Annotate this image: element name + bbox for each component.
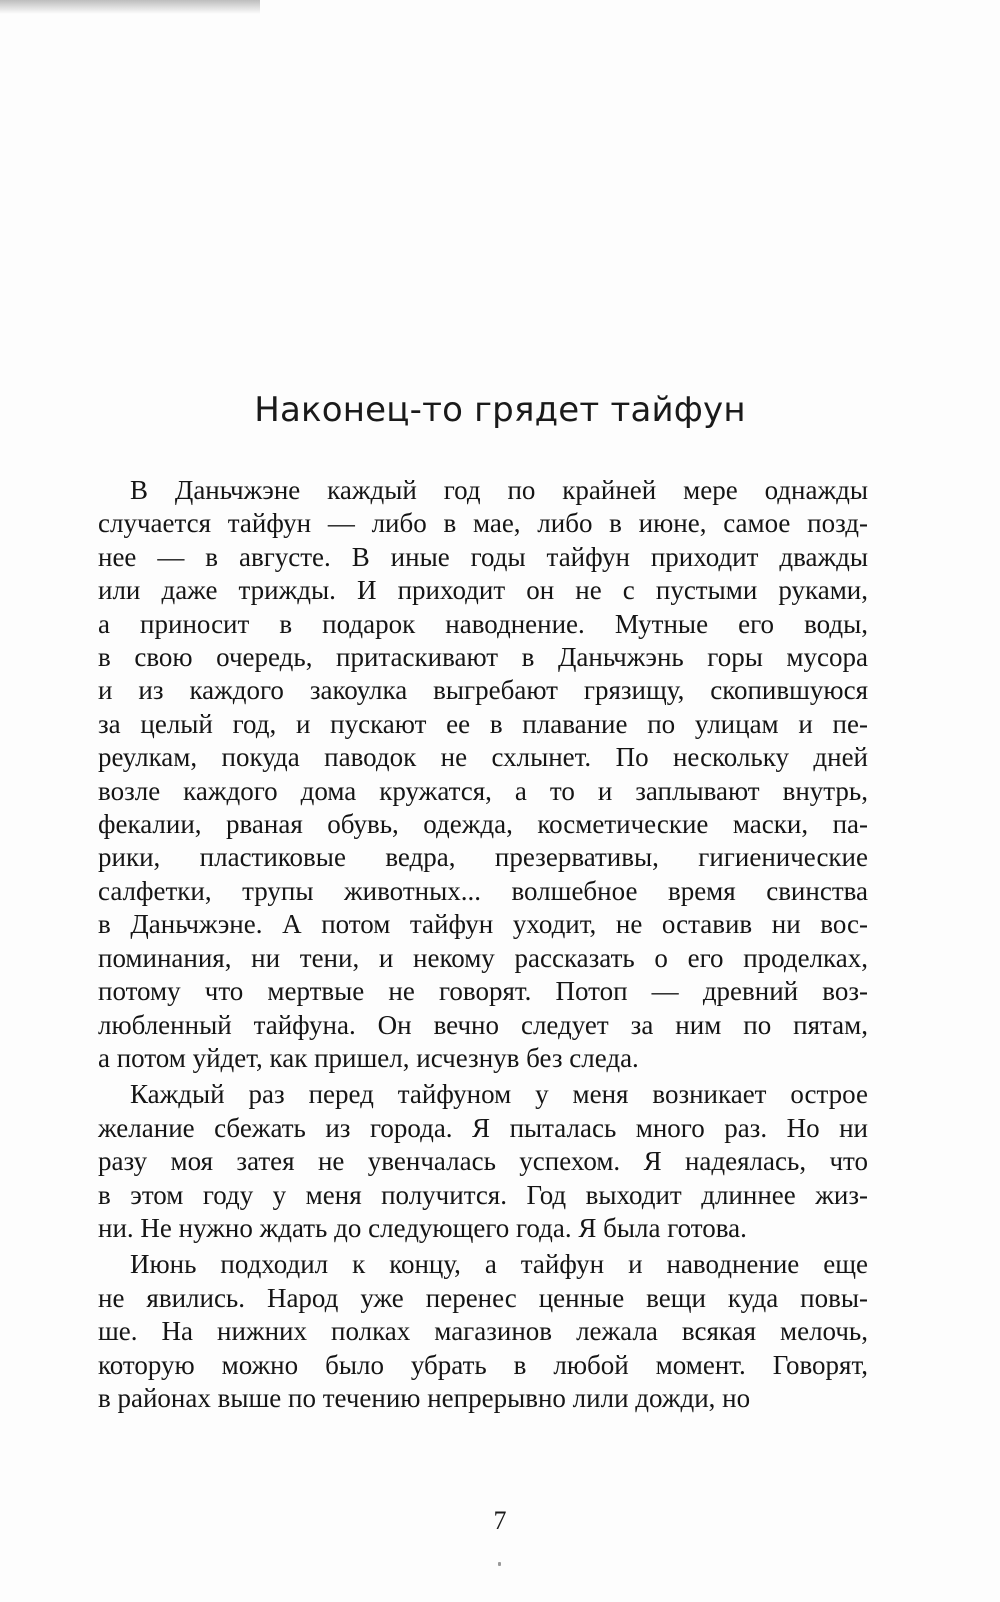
- chapter-title: Наконец-то грядет тайфун: [254, 390, 746, 430]
- text-line: желание сбежать из города. Я пыталась много раз. Но ни: [98, 1112, 868, 1143]
- text-line: В Даньчжэне каждый год по крайней мере однажды: [130, 475, 868, 505]
- text-line: ни. Не нужно ждать до следующего года. Я была готова.: [98, 1212, 747, 1243]
- text-line: поминания, ни тени, и некому рассказать о его проделках,: [98, 942, 868, 973]
- text-line: салфетки, трупы животных... волшебное время свинства: [98, 875, 868, 906]
- text-line: любленный тайфуна. Он вечно следует за ним по пятам,: [98, 1009, 868, 1040]
- text-line: за целый год, и пускают ее в плавание по улицам и пе-: [98, 708, 868, 739]
- text-line: разу моя затея не увенчалась успехом. Я надеялась, что: [98, 1146, 868, 1177]
- text-line: фекалии, рваная обувь, одежда, косметические маски, па-: [98, 809, 868, 840]
- text-line: Июнь подходил к концу, а тайфун и наводнение еще: [130, 1249, 868, 1280]
- text-line: не явились. Народ уже перенес ценные вещи куда повы-: [98, 1282, 868, 1313]
- paragraph-3: [98, 1248, 868, 1415]
- scan-speck: [498, 1562, 501, 1566]
- text-line: в Даньчжэне. А потом тайфун уходит, не оставив ни вос-: [98, 909, 868, 940]
- text-line: в этом году у меня получится. Год выходит длиннее жиз-: [98, 1179, 868, 1210]
- text-line: которую можно было убрать в любой момент. Говорят,: [98, 1349, 868, 1380]
- text-line: а приносит в подарок наводнение. Мутные его воды,: [98, 608, 868, 639]
- text-line: реулкам, покуда паводок не схлынет. По нескольку дней: [98, 742, 868, 773]
- text-line: или даже трижды. И приходит он не с пустыми руками,: [98, 575, 868, 606]
- text-line: потому что мертвые не говорят. Потоп — древний воз-: [98, 976, 868, 1007]
- text-line: а потом уйдет, как пришел, исчезнув без следа.: [98, 1042, 639, 1073]
- body-text: [98, 474, 868, 1415]
- text-line: ше. На нижних полках магазинов лежала всякая мелочь,: [98, 1316, 868, 1347]
- page-number: 7: [493, 1506, 507, 1535]
- paragraph-2: [98, 1078, 868, 1245]
- text-line: нее — в августе. В иные годы тайфун приходит дважды: [98, 541, 868, 572]
- text-line: в свою очередь, притаскивают в Даньчжэнь горы мусора: [98, 642, 868, 673]
- paragraph-1: [98, 474, 868, 1075]
- text-line: случается тайфун — либо в мае, либо в июне, самое позд-: [98, 508, 868, 539]
- text-line: возле каждого дома кружатся, а то и заплывают внутрь,: [98, 775, 868, 806]
- scan-edge-shadow: [0, 0, 260, 14]
- text-line: Каждый раз перед тайфуном у меня возникает острое: [130, 1079, 868, 1110]
- text-line: в районах выше по течению непрерывно лили дожди, но: [98, 1382, 751, 1413]
- text-line: и из каждого закоулка выгребают грязищу, скопившуюся: [98, 675, 868, 706]
- text-line: рики, пластиковые ведра, презервативы, гигиенические: [98, 842, 868, 873]
